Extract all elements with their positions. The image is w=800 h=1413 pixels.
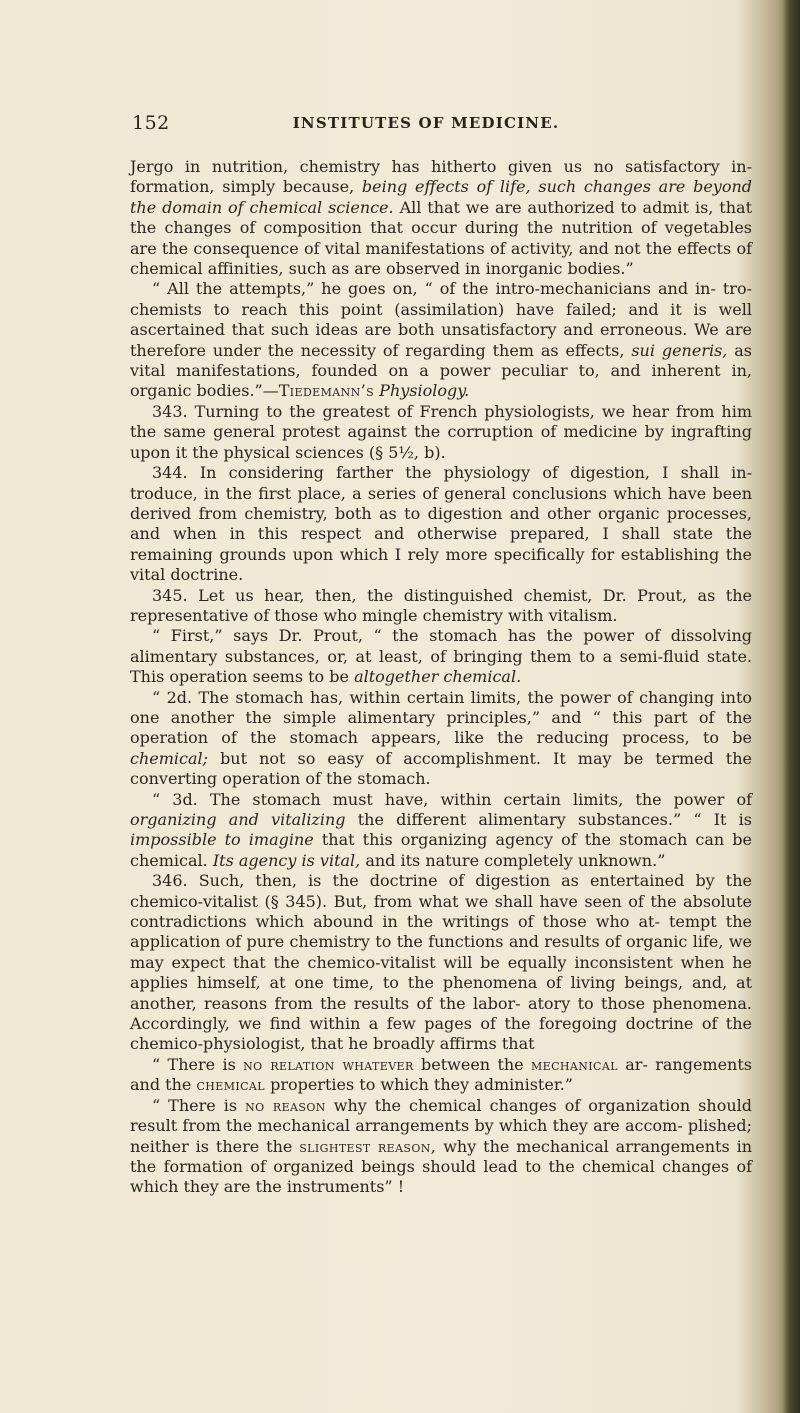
- paragraph: [130, 157, 752, 279]
- paragraph-344: 344. In considering farther the physiology of digestion, I shall in- troduce, in the first place, a series of general conclusions which have been derived from chemistry, both as to digestion and other organic processes, and when in this respect and otherwise prepared, I shall state the remaining grounds upon which I rely more specifically for establishing the vital doctrine.: [130, 463, 752, 585]
- emphasis: Its agency is vital,: [212, 850, 361, 870]
- emphasis: impossible to imagine: [130, 830, 314, 850]
- small-caps: no reason: [245, 1095, 326, 1115]
- paragraph: [130, 279, 752, 401]
- small-caps: chemical: [196, 1075, 265, 1095]
- text-run: but not so easy of accomplishment. It may be termed the converting operation of the stomach.: [130, 748, 752, 789]
- text-run: “ All the attempts,” he goes on, “ of the intro-mechanicians and in- tro-chemists to reach this point (assimilation) have failed; and it is well ascertained that such ideas are both unsatisfactory and erroneous. We are therefore under the necessity of regarding them as effects,: [130, 279, 752, 360]
- text-run: the different alimentary substances.” “ It is: [345, 810, 752, 829]
- text-run: properties to which they administer.”: [264, 1075, 573, 1095]
- emphasis: Physiology.: [374, 381, 470, 401]
- text-run: and its nature completely unknown.”: [360, 850, 666, 870]
- text-run: why the mechanical arrangements in the formation of organized beings should lead to the chemical changes of which they are the instruments” !: [130, 1136, 752, 1197]
- emphasis: chemical;: [130, 748, 209, 768]
- paragraph: [130, 790, 752, 872]
- paragraph: [130, 1055, 752, 1096]
- small-caps: Tiedemann’s: [278, 381, 375, 401]
- text-run: “ First,” says Dr. Prout, “ the stomach has the power of dissolving alimentary substances, or, at least, of bringing them to a semi-fluid state. This operation seems to be: [130, 626, 752, 687]
- running-title: INSTITUTES OF MEDICINE.: [292, 114, 560, 132]
- text-run: as vital manifestations, founded on a power peculiar to, and inherent in, organic bodies.”—: [130, 340, 753, 401]
- text-run: “ There is: [152, 1054, 244, 1074]
- emphasis: altogether chemical.: [354, 667, 522, 687]
- text-run: “ There is: [152, 1095, 246, 1115]
- emphasis: being effects of life, such changes are beyond the domain of chemical science.: [130, 177, 752, 217]
- text-run: “ 3d. The stomach must have, within certain limits, the power of: [152, 789, 752, 809]
- paragraph: [130, 688, 752, 790]
- text-run: that this organizing agency of the stomach can be chemical.: [130, 830, 752, 870]
- emphasis: sui generis,: [631, 340, 728, 360]
- paragraph-343: 343. Turning to the greatest of French physiologists, we hear from him the same general protest against the corruption of medicine by ingrafting upon it the physical sciences (§ 5½, b).: [130, 401, 752, 462]
- emphasis: organizing and vitalizing: [130, 810, 346, 829]
- text-run: All that we are authorized to admit is, that the changes of composition that occur during the nutrition of vegetables are the consequence of vital manifestations of activity, and not the effects of chemical affinities, such as are observed in inorganic bodies.”: [130, 197, 753, 279]
- text-run: why the chemical changes of organization should result from the mechanical arrangements by which they are accom- plished; neither is there the: [130, 1095, 752, 1156]
- body-text: [130, 157, 752, 1198]
- paragraph: [130, 626, 752, 687]
- text-run: “ 2d. The stomach has, within certain limits, the power of changing into one another the simple alimentary principles,” and “ this part of the operation of the stomach appears, like the reducing process, to be: [130, 687, 752, 748]
- paragraph-346: 346. Such, then, is the doctrine of digestion as entertained by the chemico-vitalist (§ 345). But, from what we shall have seen of the absolute contradictions which abound in the writings of those who at- tempt the application of pure chemistry to the functions and results of organic life, we may expect that the chemico-vitalist will be equally inconsistent when he applies himself, at one time, to the phenomena of living beings, and, at another, reasons from the results of the labor- atory to those phenomena. Accordingly, we find within a few pages of the foregoing doctrine of the chemico-physiologist, that he broadly affirms that: [130, 871, 752, 1054]
- text-run: ar- rangements and the: [130, 1054, 753, 1095]
- text-run: between the: [413, 1054, 532, 1074]
- text-run: Jergo in nutrition, chemistry has hitherto given us no satisfactory in- formation, simply because,: [130, 157, 752, 197]
- paragraph-345: 345. Let us hear, then, the distinguished chemist, Dr. Prout, as the representative of those who mingle chemistry with vitalism.: [130, 585, 752, 625]
- small-caps: mechanical: [531, 1054, 618, 1074]
- page-header: [132, 112, 720, 142]
- page-number: 152: [132, 112, 170, 134]
- page-edge-shadow: [782, 0, 800, 1413]
- paragraph: [130, 1096, 752, 1198]
- small-caps: slightest reason,: [299, 1136, 437, 1156]
- small-caps: no relation whatever: [243, 1054, 414, 1074]
